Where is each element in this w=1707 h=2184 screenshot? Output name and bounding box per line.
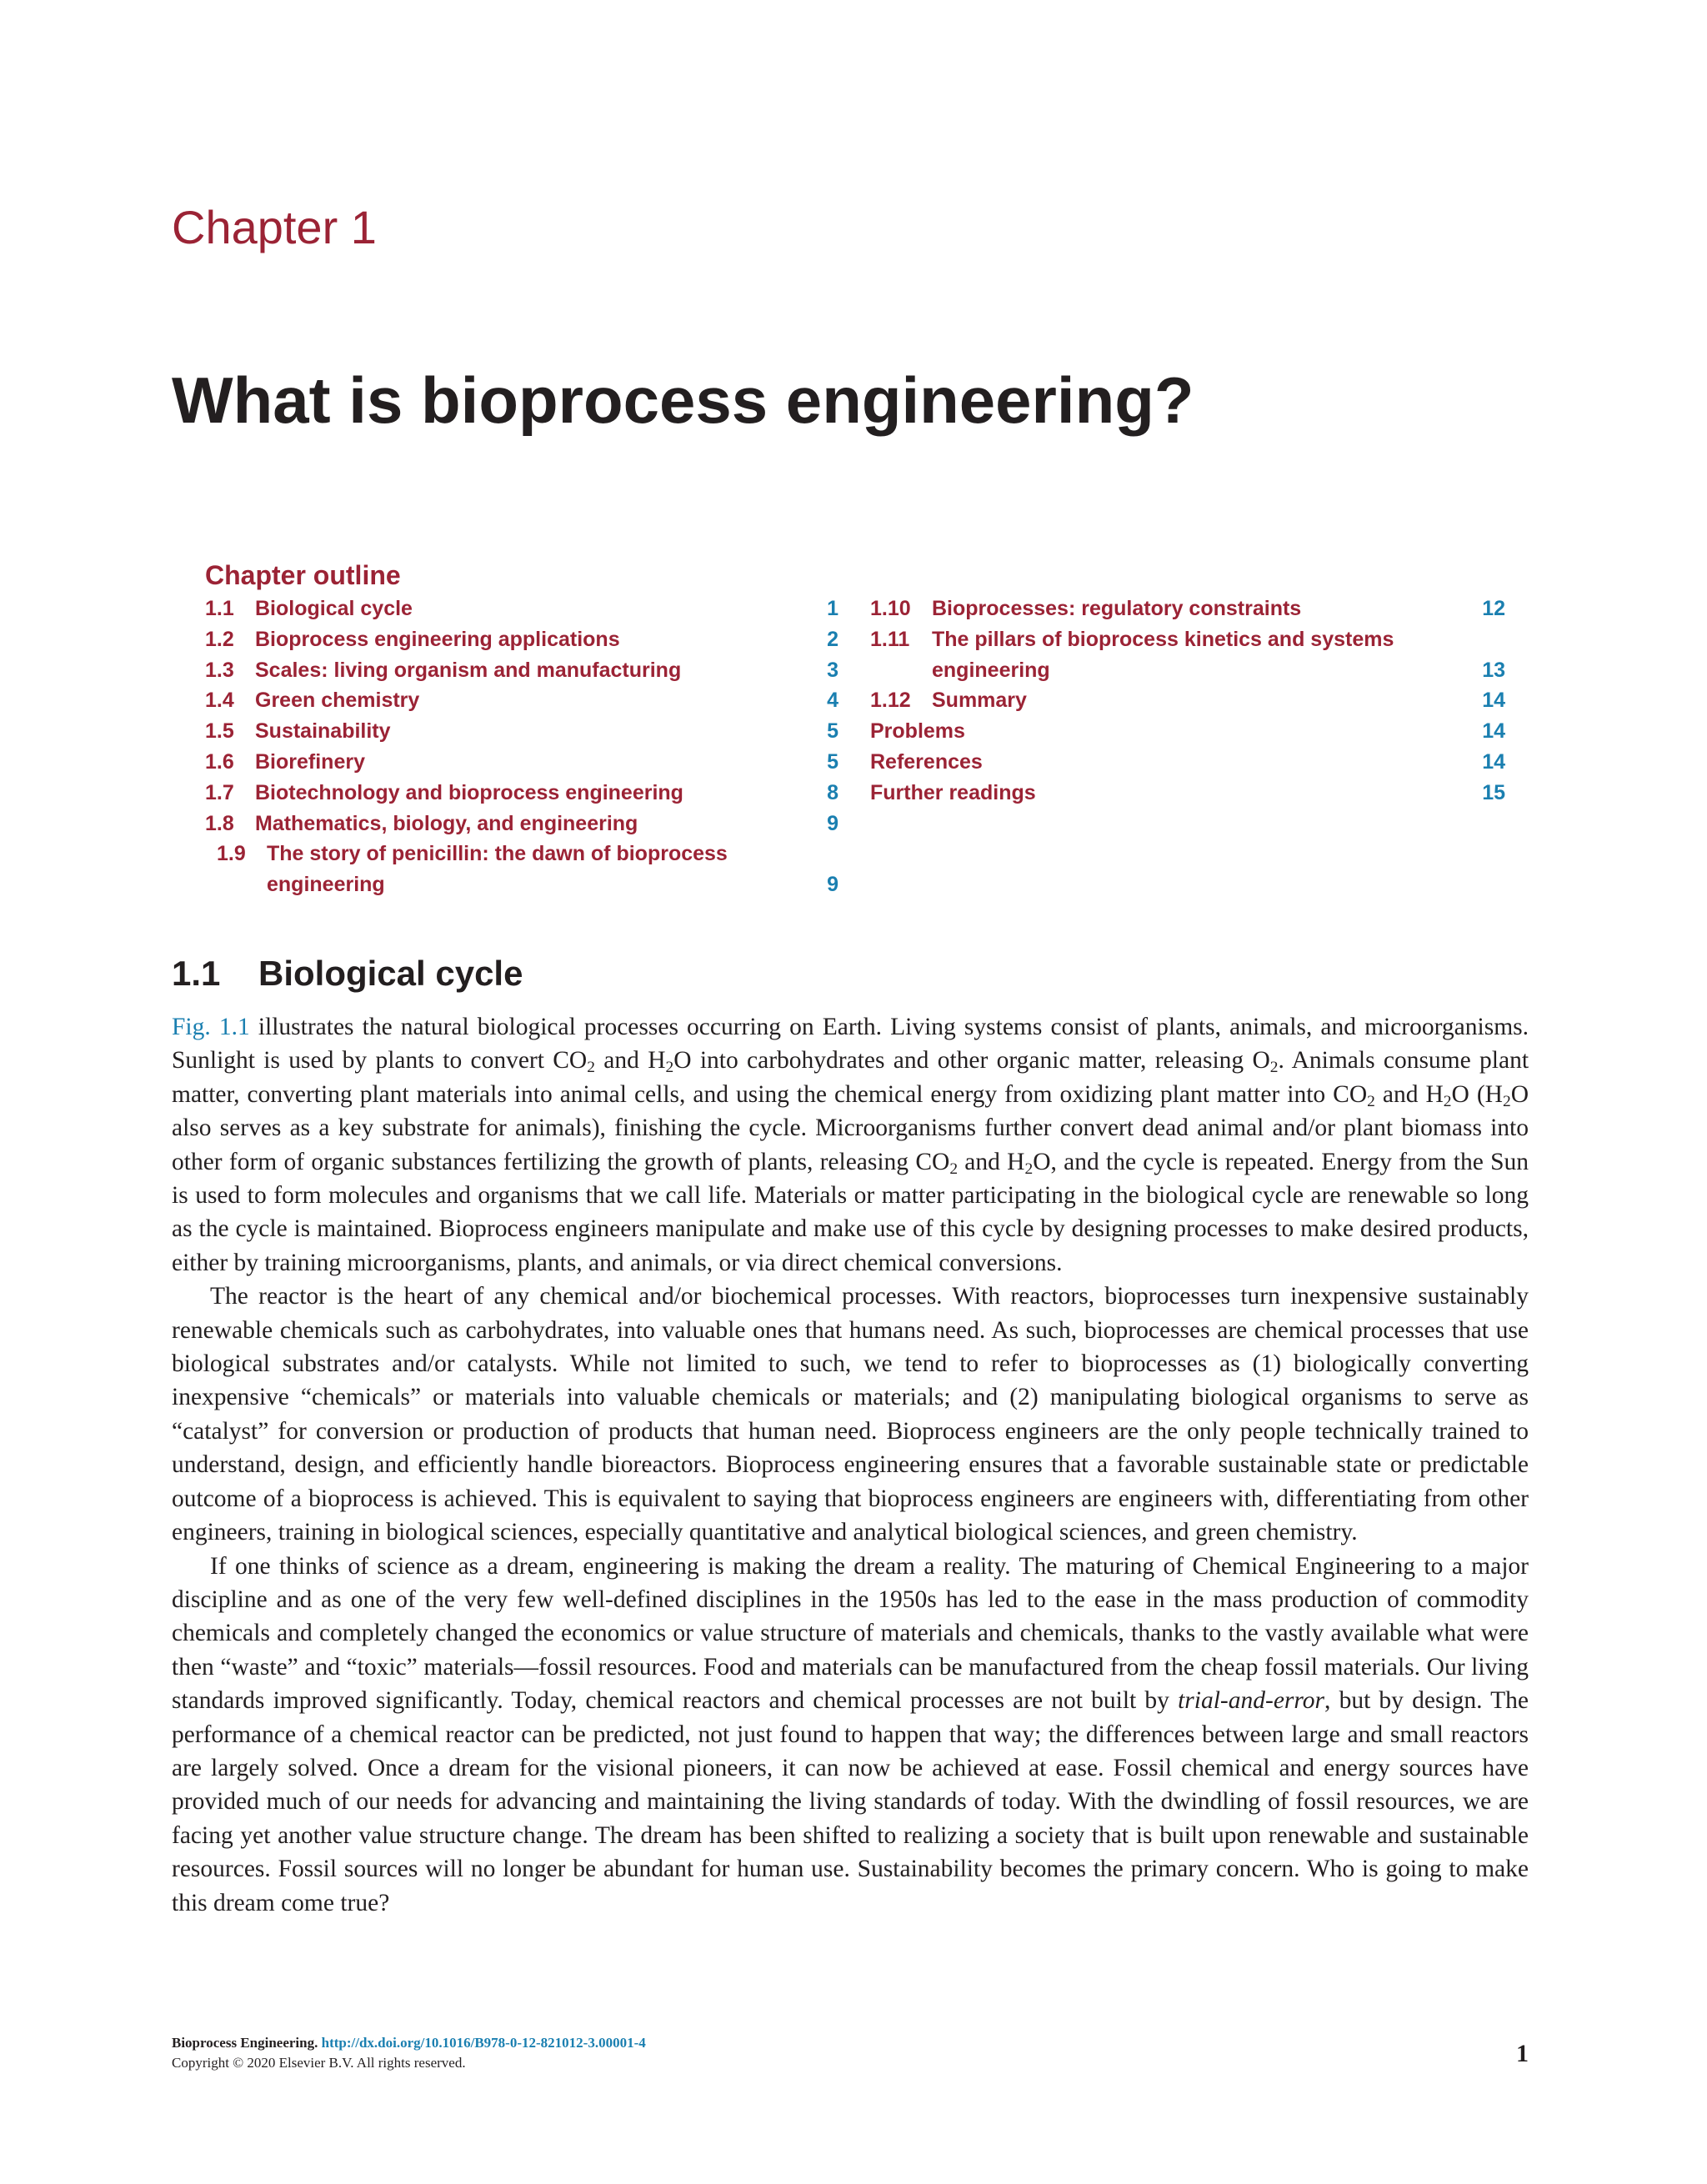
emphasis: trial-and-error bbox=[1178, 1687, 1325, 1715]
toc-number: 1.9 bbox=[217, 842, 246, 866]
toc-title[interactable]: Mathematics, biology, and engineering bbox=[255, 811, 638, 835]
toc-title[interactable]: Problems bbox=[870, 719, 965, 744]
toc-page[interactable]: 14 bbox=[1482, 719, 1505, 744]
toc-page[interactable]: 3 bbox=[827, 658, 838, 682]
section-number: 1.1 bbox=[172, 954, 221, 993]
toc-entry[interactable] bbox=[205, 839, 838, 869]
toc-title-continuation[interactable]: engineering bbox=[932, 658, 1050, 682]
toc-entry[interactable] bbox=[205, 685, 838, 716]
toc-page[interactable]: 5 bbox=[827, 749, 838, 774]
toc-title[interactable]: The pillars of bioprocess kinetics and systems bbox=[932, 627, 1394, 651]
toc-entry-further-readings[interactable] bbox=[870, 778, 1505, 809]
footer-book-title: Bioprocess Engineering. bbox=[172, 2035, 318, 2051]
toc-title[interactable]: The story of penicillin: the dawn of bioprocess bbox=[267, 842, 728, 866]
toc-entry[interactable] bbox=[870, 624, 1505, 655]
toc-entry[interactable] bbox=[205, 655, 838, 686]
doi-link[interactable]: http://dx.doi.org/10.1016/B978-0-12-821012-3.00001-4 bbox=[321, 2035, 646, 2051]
toc-title[interactable]: Further readings bbox=[870, 780, 1036, 804]
toc-number: 1.5 bbox=[205, 719, 234, 744]
toc-entry[interactable] bbox=[205, 747, 838, 778]
page-title: What is bioprocess engineering? bbox=[172, 363, 1194, 437]
chapter-label: Chapter 1 bbox=[172, 201, 377, 253]
toc-page[interactable]: 9 bbox=[827, 811, 838, 835]
toc-number: 1.12 bbox=[870, 689, 911, 713]
toc-title[interactable]: Sustainability bbox=[255, 719, 391, 744]
section-heading bbox=[172, 950, 523, 997]
page-number: 1 bbox=[1516, 2040, 1529, 2067]
paragraph: The reactor is the heart of any chemical and/or biochemical processes. With reactors, bioprocesses turn inexpensive sustainably renewable chemicals such as carbohydrates, into valuable ones that humans need. As such, bioprocesses are chemical processes that use biological substrates and/or catalysts. While not limited to such, we tend to refer to bioprocesses as (1) biologically converting inexpensive “chemicals” or materials into valuable chemicals or materials; and (2) manipulating biological organisms to serve as “catalyst” for conversion or production of products that human need. Bioprocess engineers are the only people technically trained to understand, design, and efficiently handle bioreactors. Bioprocess engineering ensures that a favorable sustainable state or predictable outcome of a bioprocess is achieved. This is equivalent to saying that bioprocess engineers are engineers with, differentiating from other engineers, training in biological sciences, especially quantitative and analytical biological sciences, and green chemistry. bbox=[172, 1283, 1529, 1546]
toc-number: 1.3 bbox=[205, 658, 234, 682]
paragraph: If one thinks of science as a dream, engineering is making the dream a reality. The maturing of Chemical Engineering to a major discipline and as one of the very few well-defined disciplines in the 1950s has led to the ease in the mass production of commodity chemicals and completely changed the economics or value structure of materials and chemicals, thanks to the vastly available what were then “waste” and “toxic” materials—fossil resources. Food and materials can be manufactured from the cheap fossil materials. Our living standards improved significantly. Today, chemical reactors and chemical processes are not built by trial-and-error, but by design. The performance of a chemical reactor can be predicted, not just found to happen that way; the differences between large and small reactors are largely solved. Once a dream for the visional pioneers, it can now be achieved at ease. Fossil chemical and energy sources have provided much of our needs for advancing and maintaining the living standards of today. With the dwindling of fossil resources, we are facing yet another value structure change. The dream has been shifted to realizing a society that is built upon renewable and sustainable resources. Fossil sources will no longer be abundant for human use. Sustainability becomes the primary concern. Who is going to make this dream come true? bbox=[172, 1552, 1529, 1916]
section-title: Biological cycle bbox=[258, 954, 523, 993]
toc-page[interactable]: 13 bbox=[1482, 658, 1505, 682]
page-footer bbox=[172, 2034, 1529, 2084]
toc-entry[interactable] bbox=[205, 809, 838, 839]
toc-page[interactable]: 9 bbox=[827, 873, 838, 897]
chapter-outline-left-column bbox=[205, 594, 838, 900]
toc-number: 1.8 bbox=[205, 811, 234, 835]
toc-entry[interactable] bbox=[870, 685, 1505, 716]
toc-page[interactable]: 14 bbox=[1482, 689, 1505, 713]
footer-citation bbox=[172, 2034, 646, 2052]
toc-number: 1.2 bbox=[205, 627, 234, 651]
toc-title[interactable]: Biotechnology and bioprocess engineering bbox=[255, 780, 683, 804]
toc-title[interactable]: Scales: living organism and manufacturing bbox=[255, 658, 682, 682]
toc-entry[interactable] bbox=[205, 778, 838, 809]
figure-reference-link[interactable]: Fig. 1.1 bbox=[172, 1014, 250, 1040]
toc-page[interactable]: 8 bbox=[827, 780, 838, 804]
toc-title[interactable]: Summary bbox=[932, 689, 1027, 713]
toc-title-continuation[interactable]: engineering bbox=[267, 873, 385, 897]
toc-number: 1.11 bbox=[870, 627, 910, 651]
chapter-outline-right-column bbox=[870, 594, 1505, 809]
toc-title[interactable]: Green chemistry bbox=[255, 689, 420, 713]
paragraph: Fig. 1.1 illustrates the natural biological processes occurring on Earth. Living systems consist of plants, animals, and microorganisms. Sunlight is used by plants to convert $CO_2$ and $H_2O$ into carbohydrates and other organic matter, releasing $O_2$. Animals consume plant matter, converting plant materials into animal cells, and using the chemical energy from oxidizing plant matter into $CO_2$ and $H_2O$ ($H_2O$ also serves as a key substrate for animals), finishing the cycle. Microorganisms further convert dead animal and/or plant biomass into other form of organic substances fertilizing the growth of plants, releasing $CO_2$ and $H_2O$, and the cycle is repeated. Energy from the Sun is used to form molecules and organisms that we call life. Materials or matter participating in the biological cycle are renewable so long as the cycle is maintained. Bioprocess engineers manipulate and make use of this cycle by designing processes to make desired products, either by training microorganisms, plants, and animals, or via direct chemical conversions. bbox=[172, 1014, 1529, 1276]
toc-title[interactable]: Bioprocesses: regulatory constraints bbox=[932, 597, 1302, 620]
toc-entry-continuation[interactable] bbox=[205, 869, 838, 900]
toc-entry[interactable] bbox=[205, 716, 838, 747]
toc-page[interactable]: 12 bbox=[1482, 597, 1505, 620]
toc-entry-problems[interactable] bbox=[870, 716, 1505, 747]
toc-number: 1.4 bbox=[205, 689, 234, 713]
toc-title[interactable]: Biological cycle bbox=[255, 597, 413, 620]
toc-entry-references[interactable] bbox=[870, 747, 1505, 778]
toc-page[interactable]: 2 bbox=[827, 627, 838, 651]
toc-number: 1.6 bbox=[205, 749, 234, 774]
toc-number: 1.1 bbox=[205, 597, 234, 620]
toc-number: 1.10 bbox=[870, 597, 911, 620]
toc-entry[interactable] bbox=[870, 594, 1505, 624]
toc-title[interactable]: Biorefinery bbox=[255, 749, 365, 774]
body-text bbox=[172, 1010, 1529, 1920]
toc-page[interactable]: 5 bbox=[827, 719, 838, 744]
toc-number: 1.7 bbox=[205, 780, 234, 804]
toc-page[interactable]: 15 bbox=[1482, 780, 1505, 804]
toc-title[interactable]: Bioprocess engineering applications bbox=[255, 627, 620, 651]
toc-entry[interactable] bbox=[205, 594, 838, 624]
toc-page[interactable]: 1 bbox=[827, 597, 838, 620]
toc-page[interactable]: 14 bbox=[1482, 749, 1505, 774]
footer-copyright: Copyright © 2020 Elsevier B.V. All rights reserved. bbox=[172, 2055, 466, 2071]
toc-entry-continuation[interactable] bbox=[870, 655, 1505, 686]
toc-page[interactable]: 4 bbox=[827, 689, 838, 713]
chapter-outline-heading: Chapter outline bbox=[205, 560, 401, 590]
toc-entry[interactable] bbox=[205, 624, 838, 655]
toc-title[interactable]: References bbox=[870, 749, 983, 774]
